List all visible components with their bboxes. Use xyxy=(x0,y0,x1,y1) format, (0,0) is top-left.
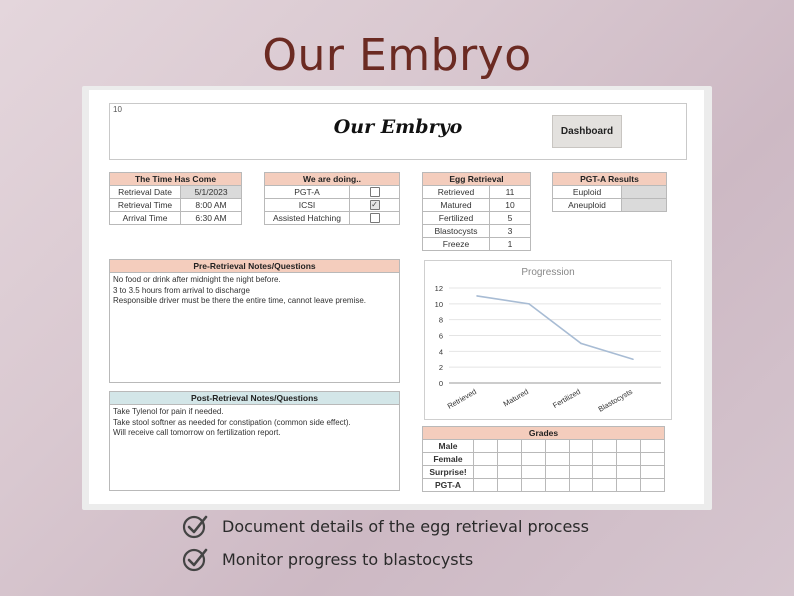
post-retrieval-notes[interactable] xyxy=(109,391,400,491)
data-point xyxy=(476,295,478,297)
grade-cell[interactable] xyxy=(617,479,641,492)
grade-cell[interactable] xyxy=(545,466,569,479)
grade-cell[interactable] xyxy=(569,466,593,479)
cell-value[interactable]: 10 xyxy=(490,199,531,212)
header-box xyxy=(109,103,687,160)
cell-label: Aneuploid xyxy=(553,199,622,212)
grade-cell[interactable] xyxy=(569,453,593,466)
grade-label: Female xyxy=(423,453,474,466)
grade-label: Male xyxy=(423,440,474,453)
grade-cell[interactable] xyxy=(497,453,521,466)
table-row xyxy=(423,479,665,492)
grade-cell[interactable] xyxy=(497,466,521,479)
cell-label: Fertilized xyxy=(423,212,490,225)
note-line: Take Tylenol for pain if needed. xyxy=(113,407,224,416)
post-notes-body[interactable] xyxy=(110,405,399,441)
x-tick-label: Retrieved xyxy=(445,386,478,411)
table-row xyxy=(265,212,400,225)
y-tick-label: 12 xyxy=(434,284,443,293)
check-circle-icon xyxy=(182,546,208,572)
data-point xyxy=(528,303,530,305)
grade-cell[interactable] xyxy=(569,440,593,453)
cell-value[interactable]: 5 xyxy=(490,212,531,225)
note-line: 3 to 3.5 hours from arrival to discharge xyxy=(113,285,250,295)
table-row xyxy=(423,199,531,212)
grade-cell[interactable] xyxy=(617,440,641,453)
grade-cell[interactable] xyxy=(617,453,641,466)
cell-label: Freeze xyxy=(423,238,490,251)
feature-text: Monitor progress to blastocysts xyxy=(222,549,474,569)
cell-value[interactable]: 11 xyxy=(490,186,531,199)
note-line: Take stool softner as needed for constipation (common side effect). xyxy=(113,417,351,427)
grade-cell[interactable] xyxy=(641,440,665,453)
cell-value[interactable] xyxy=(622,199,667,212)
grade-cell[interactable] xyxy=(474,453,498,466)
grade-label: Surprise! xyxy=(423,466,474,479)
table-row xyxy=(553,199,667,212)
doing-table-header: We are doing.. xyxy=(265,173,400,186)
check-circle-icon xyxy=(182,513,208,539)
table-row xyxy=(553,186,667,199)
table-row xyxy=(423,238,531,251)
x-tick-label: Matured xyxy=(501,386,530,409)
grade-cell[interactable] xyxy=(593,453,617,466)
cell-value[interactable]: 1 xyxy=(490,238,531,251)
grade-cell[interactable] xyxy=(497,479,521,492)
cell-label: Retrieval Time xyxy=(110,199,181,212)
x-tick-label: Fertilized xyxy=(551,386,582,410)
progression-chart xyxy=(424,260,672,420)
grade-cell[interactable] xyxy=(545,440,569,453)
checkbox-cell[interactable] xyxy=(350,186,400,199)
doing-table xyxy=(264,172,400,225)
grade-cell[interactable] xyxy=(521,440,545,453)
grade-cell[interactable] xyxy=(521,479,545,492)
grade-cell[interactable] xyxy=(545,453,569,466)
table-row xyxy=(423,453,665,466)
cell-label: Retrieval Date xyxy=(110,186,181,199)
table-row xyxy=(110,199,242,212)
grade-cell[interactable] xyxy=(641,453,665,466)
headline: Our Embryo xyxy=(262,30,532,81)
grade-cell[interactable] xyxy=(521,453,545,466)
chart-svg xyxy=(425,261,671,419)
note-line: No food or drink after midnight the night before. xyxy=(113,275,281,284)
grade-cell[interactable] xyxy=(593,440,617,453)
feature-text: Document details of the egg retrieval process xyxy=(222,516,589,536)
pre-notes-body[interactable] xyxy=(110,273,399,309)
spreadsheet xyxy=(89,90,704,504)
cell-label: Retrieved xyxy=(423,186,490,199)
table-row xyxy=(423,440,665,453)
pgta-table-header: PGT-A Results xyxy=(553,173,667,186)
row-number: 10 xyxy=(113,105,122,114)
pre-notes-header: Pre-Retrieval Notes/Questions xyxy=(110,260,399,273)
cell-value[interactable]: 8:00 AM xyxy=(181,199,242,212)
pre-retrieval-notes[interactable] xyxy=(109,259,400,383)
grades-header: Grades xyxy=(423,427,665,440)
data-point xyxy=(632,358,634,360)
table-row xyxy=(423,225,531,238)
egg-table-header: Egg Retrieval xyxy=(423,173,531,186)
y-tick-label: 8 xyxy=(438,315,443,325)
cell-value[interactable] xyxy=(622,186,667,199)
sheet-title: Our Embryo xyxy=(333,116,463,138)
cell-label: Euploid xyxy=(553,186,622,199)
cell-label: Blastocysts xyxy=(423,225,490,238)
table-row xyxy=(110,186,242,199)
table-row xyxy=(423,212,531,225)
grade-cell[interactable] xyxy=(569,479,593,492)
cell-label: PGT-A xyxy=(265,186,350,199)
table-row xyxy=(110,212,242,225)
grade-cell[interactable] xyxy=(474,440,498,453)
y-tick-label: 0 xyxy=(438,379,443,388)
data-point xyxy=(580,343,582,345)
grade-cell[interactable] xyxy=(474,466,498,479)
cell-value[interactable]: 5/1/2023 xyxy=(181,186,242,199)
cell-label: ICSI xyxy=(265,199,350,212)
y-tick-label: 10 xyxy=(434,299,443,309)
grade-cell[interactable] xyxy=(641,466,665,479)
feature-item xyxy=(182,546,473,572)
post-notes-header: Post-Retrieval Notes/Questions xyxy=(110,392,399,405)
cell-label: Matured xyxy=(423,199,490,212)
table-row xyxy=(423,186,531,199)
grade-cell[interactable] xyxy=(641,479,665,492)
egg-retrieval-table xyxy=(422,172,531,251)
grades-table xyxy=(422,426,665,492)
checkbox-cell[interactable] xyxy=(350,212,400,225)
checkbox-checked[interactable]: ✓ xyxy=(371,200,378,210)
checkbox[interactable] xyxy=(370,187,380,197)
note-line: Will receive call tomorrow on fertilization report. xyxy=(113,428,281,437)
series-line xyxy=(477,296,633,359)
grade-cell[interactable] xyxy=(521,466,545,479)
grade-label: PGT-A xyxy=(423,479,474,492)
pgta-results-table xyxy=(552,172,667,212)
checkbox-cell[interactable] xyxy=(350,199,400,212)
chart-title: Progression xyxy=(521,267,575,278)
cell-value[interactable]: 6:30 AM xyxy=(181,212,242,225)
cell-label: Assisted Hatching xyxy=(265,212,350,225)
time-table xyxy=(109,172,242,225)
y-tick-label: 4 xyxy=(438,347,443,357)
checkbox[interactable] xyxy=(370,213,380,223)
grade-cell[interactable] xyxy=(497,440,521,453)
cell-value[interactable]: 3 xyxy=(490,225,531,238)
note-line: Responsible driver must be there the entire time, cannot leave premise. xyxy=(113,296,367,305)
grade-cell[interactable] xyxy=(593,479,617,492)
table-row xyxy=(423,466,665,479)
table-row xyxy=(265,199,400,212)
x-tick-label: Blastocysts xyxy=(596,386,634,414)
time-table-header: The Time Has Come xyxy=(110,173,242,186)
table-row xyxy=(265,186,400,199)
dashboard-button[interactable]: Dashboard xyxy=(552,115,622,148)
y-tick-label: 6 xyxy=(438,331,443,341)
grade-cell[interactable] xyxy=(617,466,641,479)
grade-cell[interactable] xyxy=(545,479,569,492)
grade-cell[interactable] xyxy=(474,479,498,492)
y-tick-label: 2 xyxy=(438,363,443,373)
grade-cell[interactable] xyxy=(593,466,617,479)
cell-label: Arrival Time xyxy=(110,212,181,225)
feature-item xyxy=(182,513,589,539)
